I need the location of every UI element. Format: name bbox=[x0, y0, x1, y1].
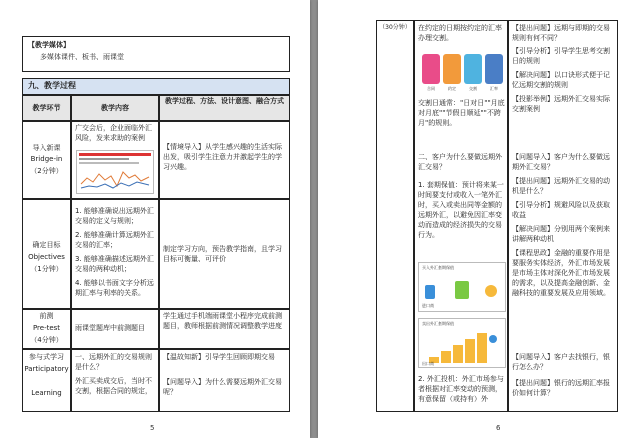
line-chart-thumbnail bbox=[77, 166, 153, 194]
row3-stage-cn: 前测 bbox=[39, 312, 54, 320]
infographic-label-2: 约定 bbox=[448, 86, 456, 91]
sell-hedge-title: 卖出外汇套期保值 bbox=[422, 321, 454, 326]
settlement-text: 在约定的日期按约定的汇率办理交割。 bbox=[418, 24, 502, 42]
question-two: 二、客户为什么要做远期外汇交易？ bbox=[418, 153, 502, 171]
method-4: 【投影举例】远期外汇交易实际交割案例 bbox=[512, 95, 610, 113]
infographic-step-1 bbox=[422, 54, 440, 84]
method-5: 【问题导入】客户为什么要做远期外汇交易？ bbox=[512, 153, 610, 171]
objective-3: 3. 能够准确描述远期外汇交易的两种动机； bbox=[75, 255, 154, 273]
row1-content: 广交会后，企业面临外汇风险，发来求助的案例 bbox=[75, 124, 152, 142]
row4-question: 一、远期外汇的交易规则是什么？ bbox=[75, 353, 152, 371]
row4-stage-en2: Learning bbox=[31, 389, 62, 397]
media-label: 【教学媒体】 bbox=[28, 41, 70, 49]
motive-speculation: 2. 外汇投机：外汇市场参与者根据对汇率变动的预测，有意保留（或持有）外 bbox=[418, 375, 504, 403]
sell-hedge-caption: 出口商 bbox=[422, 361, 434, 366]
infographic-step-3 bbox=[464, 54, 482, 84]
row4-method1: 【温故知新】引导学生回顾即期交易 bbox=[163, 353, 275, 361]
objective-1: 1. 能够准确说出远期外汇交易的定义与规则； bbox=[75, 207, 154, 225]
method-10: 【问题导入】客户去找银行，银行怎么办？ bbox=[512, 353, 610, 371]
coin-icon bbox=[485, 285, 497, 297]
row2-stage-cn: 确定目标 bbox=[32, 241, 61, 249]
row1-stage-en: Bridge-in bbox=[30, 155, 63, 163]
page-number: 5 bbox=[150, 424, 155, 432]
row2-method: 制定学习方向，预告教学指南，且学习目标可衡量、可评价 bbox=[163, 245, 282, 263]
infographic-step-4 bbox=[485, 54, 503, 84]
buy-hedge-caption: 进口商 bbox=[422, 303, 434, 308]
header-content: 教学内容 bbox=[101, 104, 129, 112]
row4-detail: 外汇买卖成交后，当时不交割，根据合同的规定， bbox=[75, 377, 152, 395]
page-number: 6 bbox=[496, 424, 501, 432]
document-page-6 bbox=[318, 0, 638, 438]
row4-stage-en1: Participatory bbox=[24, 365, 69, 373]
document-page-5 bbox=[0, 0, 310, 438]
buy-hedge-title: 买入外汇套期保值 bbox=[422, 265, 454, 270]
row3-stage-time: （4分钟） bbox=[30, 336, 63, 344]
exchange-rate-chart-image bbox=[76, 150, 154, 194]
motive-hedging: 1. 套期保值：预计将来某一时间要支付或收入一笔外汇时，买入或卖出同等金额的远期外汇，以避免因汇率变动而造成的经济损失的交易行为。 bbox=[418, 181, 504, 239]
row2-stage-en: Objectives bbox=[28, 253, 65, 261]
method-2: 【引导分析】引导学生思考交割日的规则 bbox=[512, 47, 610, 65]
method-8: 【解决问题】分别用两个案例来讲解两种动机 bbox=[512, 225, 610, 243]
row3-stage-en: Pre-test bbox=[32, 324, 61, 332]
row4-method2: 【问题导入】为什么需要远期外汇交易呢？ bbox=[163, 378, 282, 396]
bank-icon bbox=[455, 281, 469, 299]
right-stage-cell bbox=[376, 20, 414, 412]
row1-stage-cn: 导入新课 bbox=[32, 144, 61, 152]
method-7: 【引导分析】规避风险以及获取收益 bbox=[512, 201, 610, 219]
method-6: 【提出问题】远期外汇交易的动机是什么？ bbox=[512, 177, 610, 195]
media-content: 多媒体课件、板书、雨课堂 bbox=[40, 53, 124, 61]
row1-method: 【情境导入】从学生感兴趣的生活实际出发，吸引学生注意力并激起学生的学习兴趣。 bbox=[163, 143, 282, 171]
method-11: 【提出问题】银行的远期汇率报价如何计算？ bbox=[512, 379, 610, 397]
method-9: 【课程思政】金融的重要作用是要服务实体经济，外汇市场发展是市场主体对深化外汇市场发展的需求，以及提高金融创新、金融科技的重要发展及应用领域。 bbox=[512, 249, 610, 297]
row3-content: 雨课堂题库中前测题目 bbox=[75, 324, 145, 332]
infographic-label-4: 汇率 bbox=[490, 86, 498, 91]
row2-stage-time: （1分钟） bbox=[30, 265, 63, 273]
importer-icon bbox=[425, 285, 435, 299]
section-title: 九、教学过程 bbox=[28, 81, 76, 90]
forward-process-infographic bbox=[418, 48, 506, 92]
header-stage: 教学环节 bbox=[32, 104, 61, 112]
header-method: 教学过程、方法、设计意图、融合方式 bbox=[165, 97, 284, 105]
row4-stage-cn: 参与式学习 bbox=[29, 353, 64, 361]
infographic-label-1: 合同 bbox=[427, 86, 435, 91]
infographic-step-2 bbox=[443, 54, 461, 84]
method-1: 【提出问题】远期与即期的交易规则有何不同？ bbox=[512, 24, 610, 42]
row1-stage-time: （2分钟） bbox=[30, 167, 63, 175]
buy-hedge-diagram bbox=[418, 262, 506, 312]
right-stage-time: （30分钟） bbox=[379, 24, 411, 31]
objective-4: 4. 能够以书面文字分析远期汇率与利率的关系。 bbox=[75, 279, 154, 297]
row3-method: 学生通过手机端雨课堂小程序完成前测题目，教师根据前测情况调整教学进度 bbox=[163, 312, 282, 330]
objective-2: 2. 能够准确计算远期外汇交易的汇率； bbox=[75, 231, 154, 249]
sell-hedge-diagram bbox=[418, 318, 506, 368]
method-3: 【解决问题】以口诀形式便于记忆远期交割的规则 bbox=[512, 71, 610, 89]
settlement-rules: 交割日通常："日对日""月底对月底""节假日顺延""不跨月"的规则。 bbox=[418, 99, 505, 127]
infographic-label-3: 交割 bbox=[469, 86, 477, 91]
